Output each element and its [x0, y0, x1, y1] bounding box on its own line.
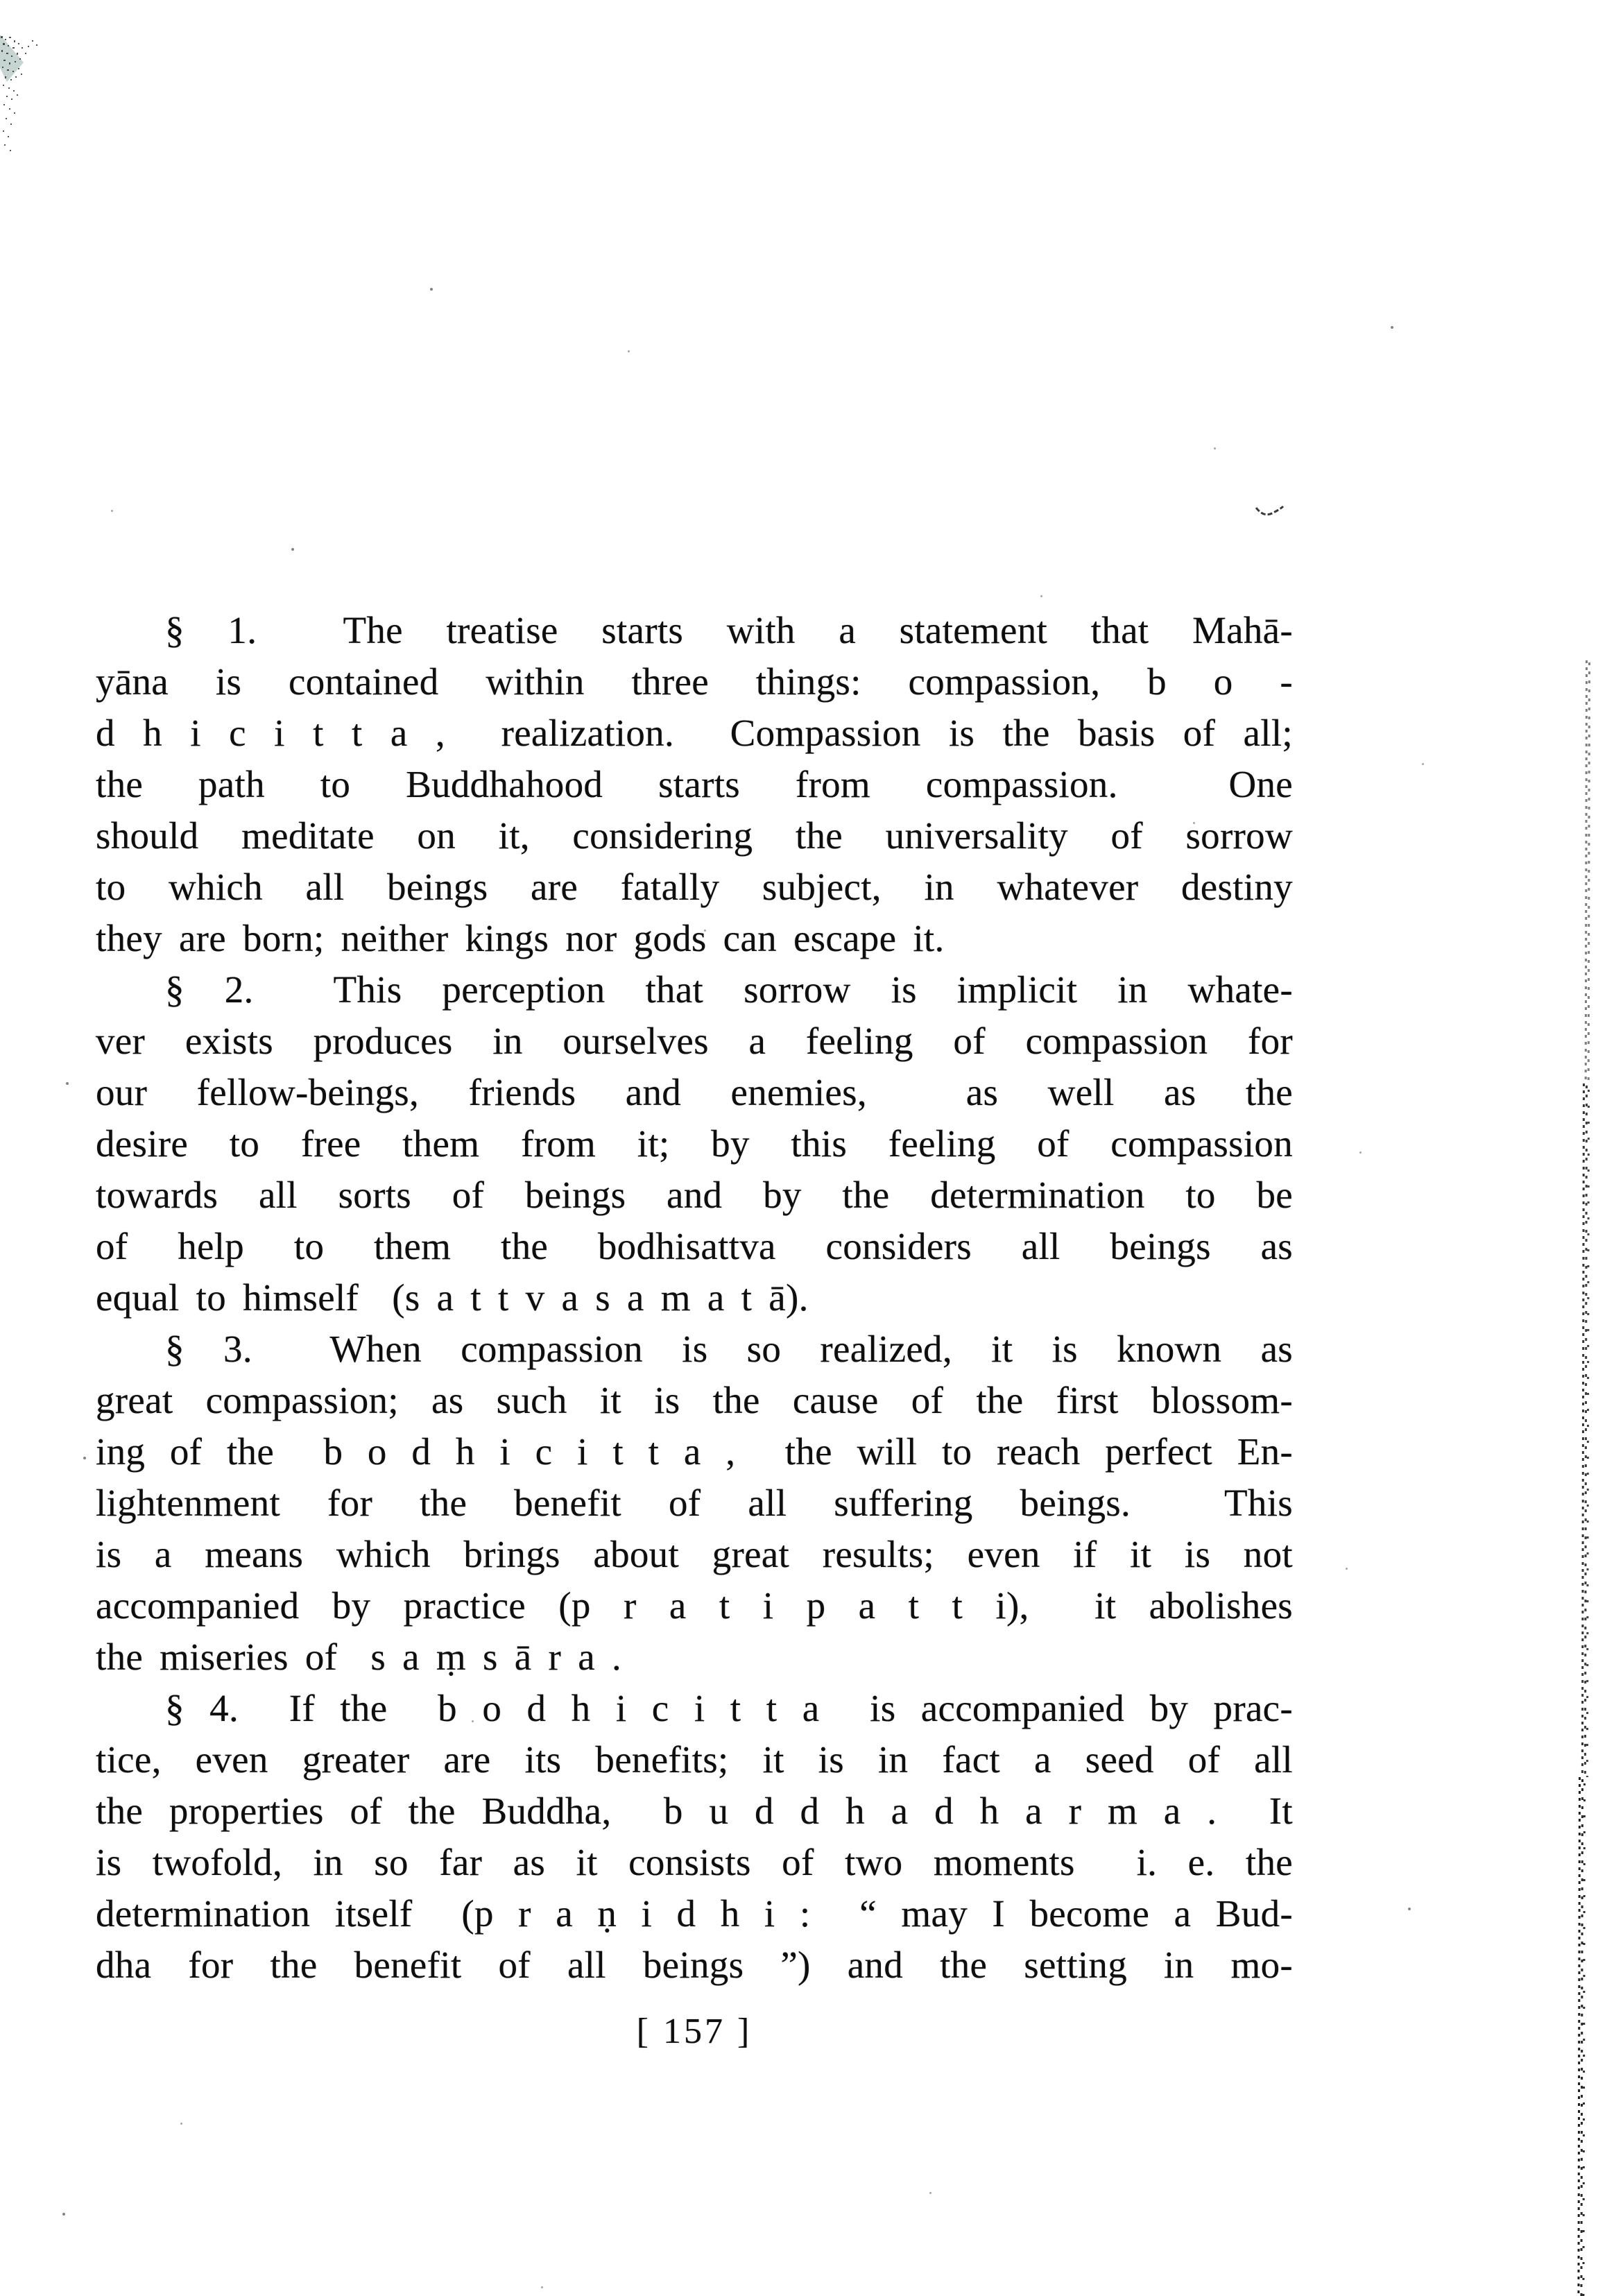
swoosh-graphic	[1254, 502, 1285, 522]
text-line: tice, even greater are its benefits; it is in fact a seed of all	[96, 1738, 1293, 1781]
noise-speckle-graphic	[0, 26, 55, 158]
speck-artifact	[1408, 1908, 1411, 1910]
text-line: yāna is contained within three things: compassion, b o -	[96, 660, 1293, 703]
text-line: lightenment for the benefit of all suffering beings. This	[96, 1482, 1293, 1524]
edge-dash-column	[1588, 660, 1590, 1083]
text-line: ver exists produces in ourselves a feeling of compassion for	[96, 1020, 1293, 1062]
text-line: towards all sorts of beings and by the determination to be	[96, 1174, 1293, 1216]
speck-artifact	[66, 1082, 69, 1085]
speck-artifact	[430, 288, 433, 291]
speck-artifact	[929, 2192, 931, 2194]
text-line: § 1. The treatise starts with a statement that Mahā-	[165, 609, 1293, 651]
speck-artifact	[1214, 447, 1216, 449]
text-line: our fellow-beings, friends and enemies, as well as the	[96, 1071, 1293, 1113]
text-line: desire to free them from it; by this feeling of compassion	[96, 1122, 1293, 1165]
text-line: of help to them the bodhisattva considers all beings as	[96, 1225, 1293, 1267]
text-line: great compassion; as such it is the cause of the first blossom-	[96, 1379, 1293, 1421]
text-block	[96, 605, 1293, 1991]
text-line: the path to Buddhahood starts from compassion. One	[96, 763, 1293, 805]
speck-artifact	[83, 1457, 86, 1459]
scan-noise-artifact	[0, 26, 55, 158]
text-line: to which all beings are fatally subject, in whatever destiny	[96, 866, 1293, 908]
text-line: § 2. This perception that sorrow is implicit in whate-	[165, 968, 1293, 1011]
speck-artifact	[291, 548, 294, 551]
text-line: the properties of the Buddha, b u d d h a d h a r m a . It	[96, 1790, 1293, 1832]
text-line: they are born; neither kings nor gods can escape it.	[96, 917, 945, 959]
speck-artifact	[111, 510, 113, 512]
speck-artifact	[541, 2286, 543, 2288]
edge-dash-column	[1582, 1777, 1586, 2296]
speck-artifact	[1346, 1568, 1348, 1570]
text-line: should meditate on it, considering the universality of sorrow	[96, 814, 1293, 857]
right-edge-artifact	[1581, 1083, 1589, 1777]
text-line: § 3. When compassion is so realized, it is known as	[165, 1328, 1293, 1370]
speck-artifact	[62, 2213, 65, 2216]
page-number: [ 157 ]	[636, 2012, 753, 2051]
text-line: is twofold, in so far as it consists of two moments i. e. the	[96, 1841, 1293, 1883]
text-line: equal to himself (s a t t v a s a m a t ā).	[96, 1276, 809, 1319]
right-edge-artifact	[1585, 660, 1592, 1083]
speck-artifact	[628, 350, 630, 352]
text-line: the miseries of s a ṃ s ā r a .	[96, 1636, 622, 1678]
text-line: dha for the benefit of all beings ”) and the setting in mo-	[96, 1944, 1293, 1986]
speck-artifact	[1391, 326, 1393, 329]
text-line: is a means which brings about great results; even if it is not	[96, 1533, 1293, 1575]
text-line: accompanied by practice (p r a t i p a t t i), it abolishes	[96, 1584, 1293, 1627]
text-line: § 4. If the b o d h i c i t t a is accompanied by prac-	[165, 1687, 1293, 1729]
swoosh-mark-artifact	[1254, 502, 1285, 522]
speck-artifact	[1422, 763, 1424, 765]
speck-artifact	[1359, 1151, 1362, 1154]
text-line: ing of the b o d h i c i t t a , the will to reach perfect En-	[96, 1430, 1293, 1473]
speck-artifact	[180, 2123, 182, 2125]
text-line: determination itself (p r a ṇ i d h i : “ may I become a Bud-	[96, 1892, 1293, 1935]
text-line: d h i c i t t a , realization. Compassion is the basis of all;	[96, 712, 1293, 754]
right-edge-artifact	[1577, 1777, 1586, 2296]
speck-artifact	[1040, 595, 1042, 597]
